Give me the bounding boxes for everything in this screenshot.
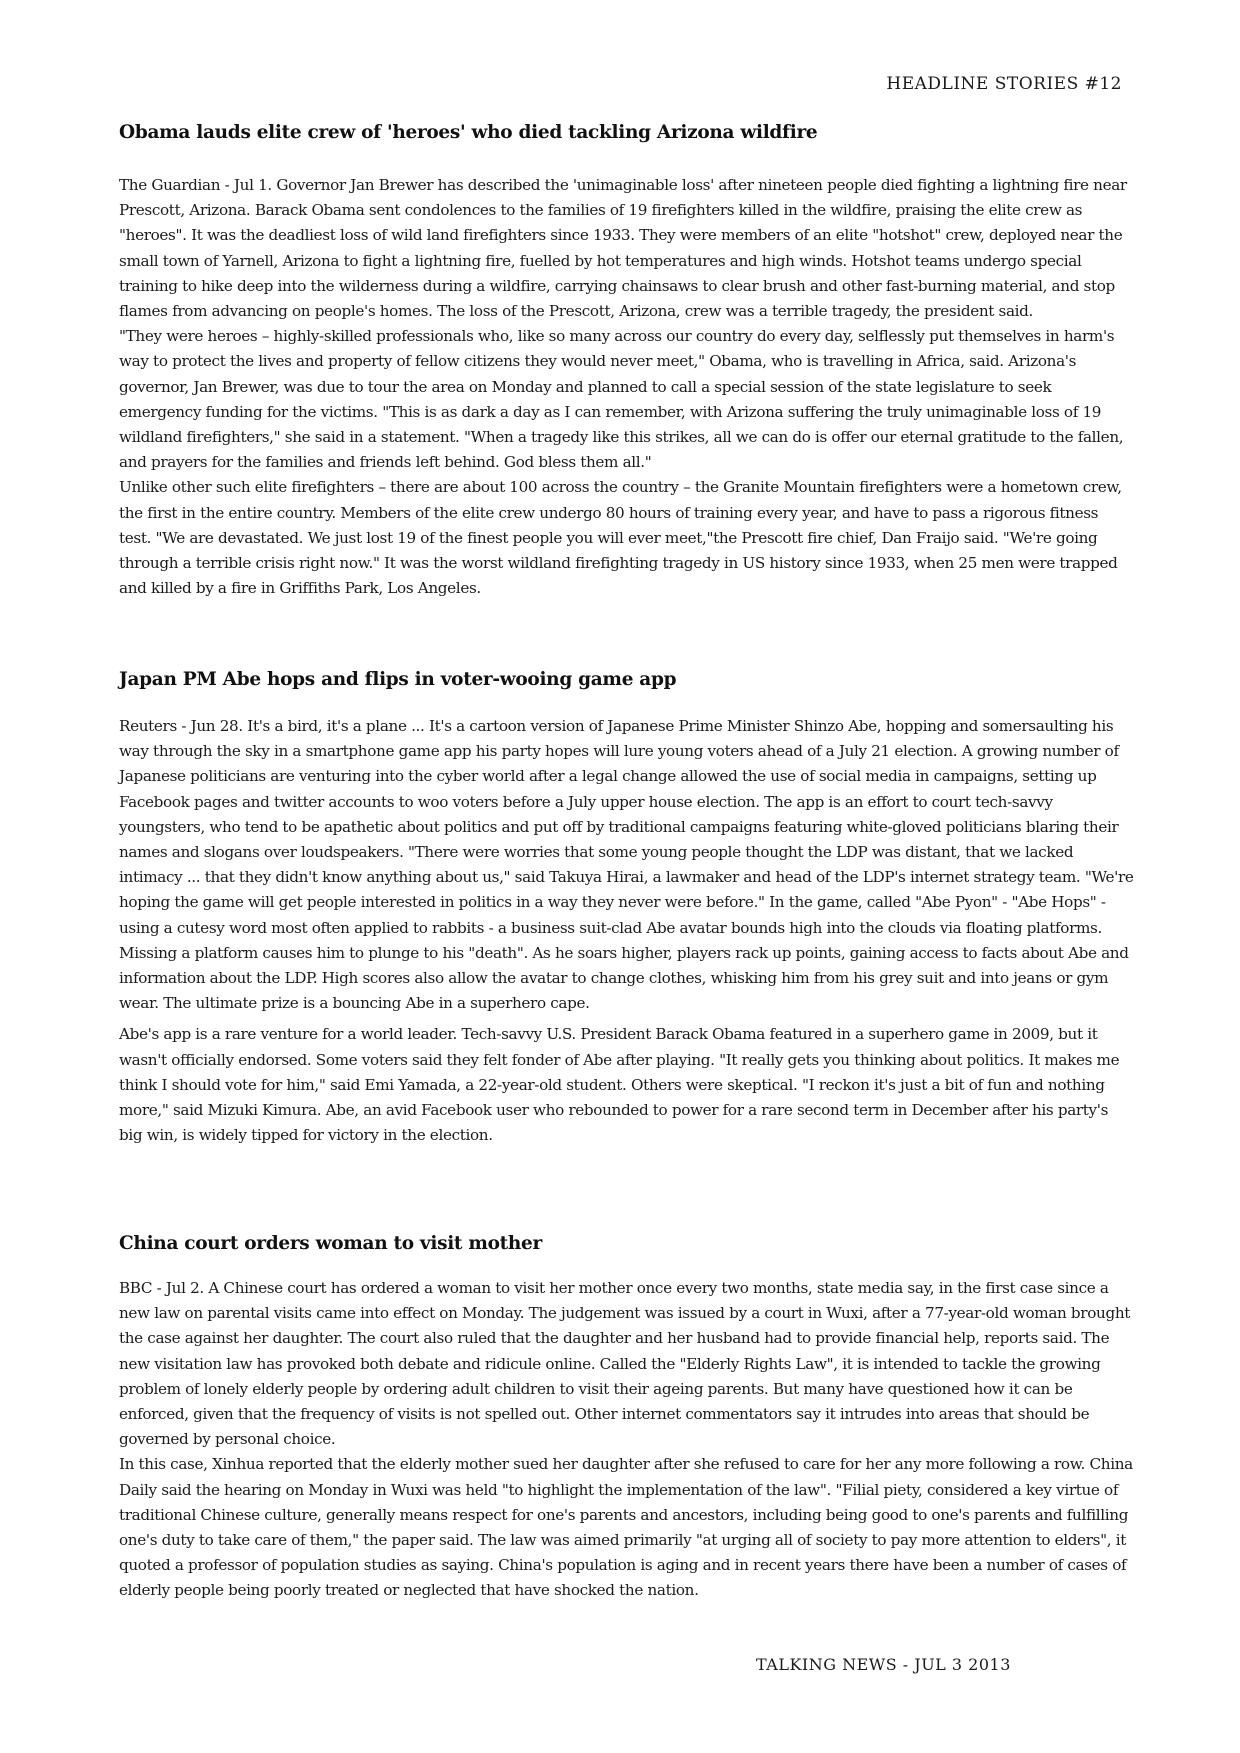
article-paragraph: Abe's app is a rare venture for a world leader. Tech-savvy U.S. President Barack Obama featured in a superhero game in 2009, but it wasn't officially endorsed. Some voters said they felt fonder of Abe after playing. "It really gets you thinking about politics. It makes me think I should vote for him," said Emi Yamada, a 22-year-old student. Others were skeptical. "I reckon it's just a bit of fun and nothing more," said Mizuki Kimura. Abe, an avid Facebook user who rebounded to power for a rare second term in December after his party's big win, is widely tipped for victory in the election. [119,1025,1120,1145]
article-paragraph: "They were heroes – highly-skilled professionals who, like so many across our country do every day, selflessly put themselves in harm's way to protect the lives and property of fellow citizens they would never meet," Obama, who is travelling in Africa, said. Arizona's governor, Jan Brewer, was due to tour the area on Monday and planned to call a special session of the state legislature to seek emergency funding for the victims. "This is as dark a day as I can remember, with Arizona suffering the truly unimaginable loss of 19 wildland firefighters," she said in a statement. "When a tragedy like this strikes, all we can do is offer our eternal gratitude to the fallen, and prayers for the families and friends left behind. God bless them all." [119,327,1124,472]
article-abe-game-app [119,669,1134,1148]
page-header-label: HEADLINE STORIES #12 [886,74,1122,94]
article-paragraph: Reuters - Jun 28. It's a bird, it's a plane ... It's a cartoon version of Japanese Prime Minister Shinzo Abe, hopping and somersaulting his way through the sky in a smartphone game app his party hopes will lure young voters ahead of a July 21 election. A growing number of Japanese politicians are venturing into the cyber world after a legal change allowed the use of social media in campaigns, setting up Facebook pages and twitter accounts to woo voters before a July upper house election. The app is an effort to court tech-savvy youngsters, who tend to be apathetic about politics and put off by traditional campaigns featuring white-gloved politicians blaring their names and slogans over loudspeakers. "There were worries that some young people thought the LDP was distant, that we lacked intimacy ... that they didn't know anything about us," said Takuya Hirai, a lawmaker and head of the LDP's internet strategy team. "We're hoping the game will get people interested in politics in a way they never were before." In the game, called "Abe Pyon" - "Abe Hops" - using a cutesy word most often applied to rabbits - a business suit-clad Abe avatar bounds high into the clouds via floating platforms. Missing a platform causes him to plunge to his "death". As he soars higher, players rack up points, gaining access to facts about Abe and information about the LDP. High scores also allow the avatar to change clothes, whisking him from his grey suit and into jeans or gym wear. The ultimate prize is a bouncing Abe in a superhero cape. [119,717,1134,1013]
article-china-court [119,1233,1134,1604]
article-paragraph: Unlike other such elite firefighters – there are about 100 across the country – the Granite Mountain firefighters were a hometown crew, the first in the entire country. Members of the elite crew undergo 80 hours of training every year, and have to pass a rigorous fitness test. "We are devastated. We just lost 19 of the finest people you will ever meet,"the Prescott fire chief, Dan Fraijo said. "We're going through a terrible crisis right now." It was the worst wildland firefighting tragedy in US history since 1933, when 25 men were trapped and killed by a fire in Griffiths Park, Los Angeles. [119,478,1122,598]
article-paragraph: In this case, Xinhua reported that the elderly mother sued her daughter after she refused to care for her any more following a row. China Daily said the hearing on Monday in Wuxi was held "to highlight the implementation of the law". "Filial piety, considered a key virtue of traditional Chinese culture, generally means respect for one's parents and ancestors, including being good to one's parents and fulfilling one's duty to take care of them," the paper said. The law was aimed primarily "at urging all of society to pay more attention to elders", it quoted a professor of population studies as saying. China's population is aging and in recent years there have been a number of cases of elderly people being poorly treated or neglected that have shocked the nation. [119,1455,1133,1600]
article-arizona-wildfire [119,122,1134,601]
article-headline: Japan PM Abe hops and flips in voter-wooing game app [119,669,677,690]
article-headline: China court orders woman to visit mother [119,1233,542,1254]
article-paragraph: BBC - Jul 2. A Chinese court has ordered a woman to visit her mother once every two months, state media say, in the first case since a new law on parental visits came into effect on Monday. The judgement was issued by a court in Wuxi, after a 77-year-old woman brought the case against her daughter. The court also ruled that the daughter and her husband had to provide financial help, reports said. The new visitation law has provoked both debate and ridicule online. Called the "Elderly Rights Law", it is intended to tackle the growing problem of lonely elderly people by ordering adult children to visit their ageing parents. But many have questioned how it can be enforced, given that the frequency of visits is not spelled out. Other internet commentators say it intrudes into areas that should be governed by personal choice. [119,1279,1130,1449]
article-headline: Obama lauds elite crew of 'heroes' who died tackling Arizona wildfire [119,122,818,143]
page-footer-label: TALKING NEWS - JUL 3 2013 [756,1655,1011,1674]
article-paragraph: The Guardian - Jul 1. Governor Jan Brewer has described the 'unimaginable loss' after nineteen people died fighting a lightning fire near Prescott, Arizona. Barack Obama sent condolences to the families of 19 firefighters killed in the wildfire, praising the elite crew as "heroes". It was the deadliest loss of wild land firefighters since 1933. They were members of an elite "hotshot" crew, deployed near the small town of Yarnell, Arizona to fight a lightning fire, fuelled by hot temperatures and high winds. Hotshot teams undergo special training to hike deep into the wilderness during a wildfire, carrying chainsaws to clear brush and other fast-burning material, and stop flames from advancing on people's homes. The loss of the Prescott, Arizona, crew was a terrible tragedy, the president said. [119,176,1127,321]
